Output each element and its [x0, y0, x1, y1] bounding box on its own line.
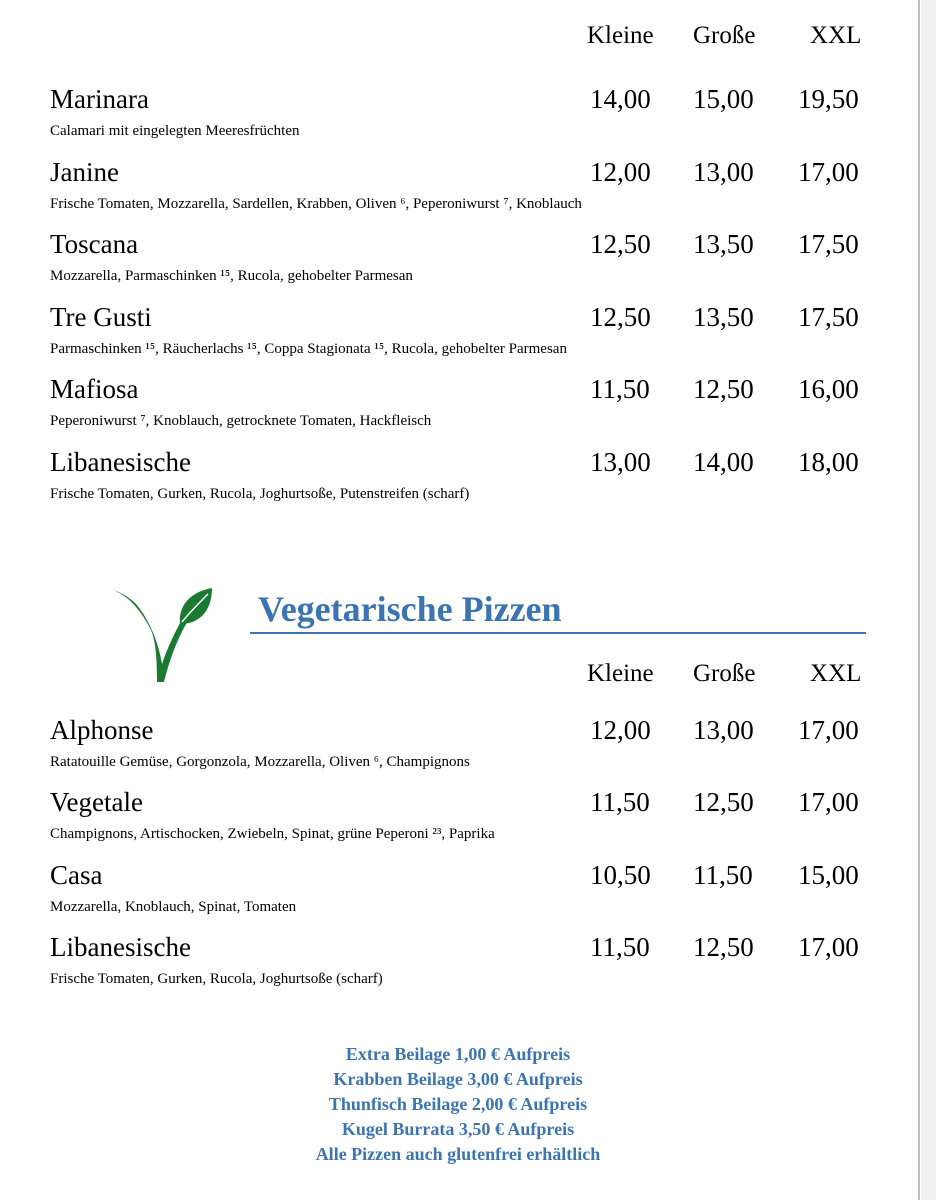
header-xxl: XXL	[810, 660, 862, 687]
menu-item	[50, 860, 880, 930]
price-large: 12,50	[693, 374, 754, 404]
header-large: Große	[693, 660, 756, 687]
size-header-top	[0, 22, 916, 52]
price-xxl: 17,00	[798, 932, 859, 962]
item-description: Ratatouille Gemüse, Gorgonzola, Mozzarella, Oliven ⁶, Champignons	[50, 754, 470, 770]
footer-line-krabben: Krabben Beilage 3,00 € Aufpreis	[333, 1069, 583, 1089]
price-large: 15,00	[693, 84, 754, 114]
footer-notes	[0, 1042, 916, 1167]
price-small: 12,50	[590, 302, 651, 332]
item-name: Libanesische	[50, 447, 191, 477]
price-small: 12,00	[590, 715, 651, 745]
price-xxl: 17,00	[798, 715, 859, 745]
scroll-area-margin	[921, 0, 936, 1200]
price-small: 11,50	[590, 374, 650, 404]
item-description: Peperoniwurst ⁷, Knoblauch, getrocknete Tomaten, Hackfleisch	[50, 413, 432, 429]
price-small: 10,50	[590, 860, 651, 890]
header-xxl: XXL	[810, 22, 862, 49]
item-description: Mozzarella, Parmaschinken ¹⁵, Rucola, gehobelter Parmesan	[50, 268, 413, 284]
price-xxl: 17,00	[798, 157, 859, 187]
price-large: 13,50	[693, 302, 754, 332]
menu-item	[50, 447, 880, 517]
menu-item	[50, 715, 880, 785]
item-name: Tre Gusti	[50, 302, 152, 332]
menu-item	[50, 302, 880, 372]
price-large: 12,50	[693, 932, 754, 962]
price-large: 13,50	[693, 229, 754, 259]
price-small: 14,00	[590, 84, 651, 114]
footer-line-glutenfrei: Alle Pizzen auch glutenfrei erhältlich	[315, 1144, 601, 1164]
price-xxl: 18,00	[798, 447, 859, 477]
item-description: Parmaschinken ¹⁵, Räucherlachs ¹⁵, Coppa Stagionata ¹⁵, Rucola, gehobelter Parmesan	[50, 341, 567, 357]
price-small: 12,00	[590, 157, 651, 187]
menu-item	[50, 374, 880, 444]
price-xxl: 15,00	[798, 860, 859, 890]
section-underline	[250, 632, 866, 634]
item-description: Champignons, Artischocken, Zwiebeln, Spinat, grüne Peperoni ²³, Paprika	[50, 826, 495, 842]
item-name: Alphonse	[50, 715, 154, 745]
menu-item	[50, 84, 880, 154]
footer-line-extra-beilage: Extra Beilage 1,00 € Aufpreis	[345, 1044, 571, 1064]
price-xxl: 19,50	[798, 84, 859, 114]
item-name: Toscana	[50, 229, 139, 259]
price-small: 12,50	[590, 229, 651, 259]
price-xxl: 17,50	[798, 229, 859, 259]
price-xxl: 17,00	[798, 787, 859, 817]
footer-line-burrata: Kugel Burrata 3,50 € Aufpreis	[341, 1119, 575, 1139]
price-large: 13,00	[693, 715, 754, 745]
price-large: 13,00	[693, 157, 754, 187]
menu-item	[50, 787, 880, 857]
price-xxl: 16,00	[798, 374, 859, 404]
item-name: Mafiosa	[50, 374, 139, 404]
item-description: Frische Tomaten, Gurken, Rucola, Joghurtsoße (scharf)	[50, 971, 383, 987]
menu-item	[50, 932, 880, 1002]
price-large: 14,00	[693, 447, 754, 477]
price-small: 13,00	[590, 447, 651, 477]
menu-item	[50, 229, 880, 299]
page-edge-line	[918, 0, 920, 1200]
item-description: Frische Tomaten, Mozzarella, Sardellen, Krabben, Oliven ⁶, Peperoniwurst ⁷, Knoblauch	[50, 196, 582, 212]
item-description: Calamari mit eingelegten Meeresfrüchten	[50, 123, 300, 139]
item-description: Frische Tomaten, Gurken, Rucola, Joghurtsoße, Putenstreifen (scharf)	[50, 486, 470, 502]
menu-item	[50, 157, 880, 227]
price-large: 11,50	[693, 860, 753, 890]
item-description: Mozzarella, Knoblauch, Spinat, Tomaten	[50, 899, 297, 915]
item-name: Janine	[50, 157, 119, 187]
price-xxl: 17,50	[798, 302, 859, 332]
header-small: Kleine	[587, 22, 654, 49]
footer-line-thunfisch: Thunfisch Beilage 2,00 € Aufpreis	[328, 1094, 588, 1114]
item-name: Casa	[50, 860, 103, 890]
price-large: 12,50	[693, 787, 754, 817]
vegetarian-section-title: Vegetarische Pizzen	[258, 589, 562, 629]
header-large: Große	[693, 22, 756, 49]
price-small: 11,50	[590, 932, 650, 962]
item-name: Libanesische	[50, 932, 191, 962]
size-header-vegetarian	[0, 660, 916, 690]
price-small: 11,50	[590, 787, 650, 817]
header-small: Kleine	[587, 660, 654, 687]
item-name: Vegetale	[50, 787, 143, 817]
item-name: Marinara	[50, 84, 149, 114]
